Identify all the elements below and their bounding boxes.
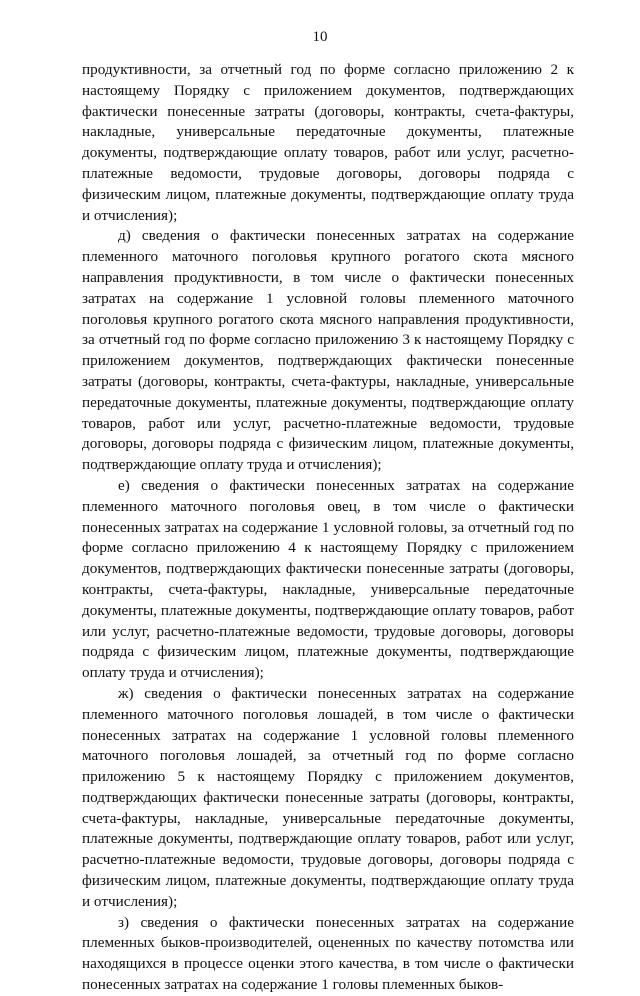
paragraph-continuation: продуктивности, за отчетный год по форме согласно приложению 2 к настоящему Порядку с приложением документов, подтверждающих фактически понесенные затраты (договоры, контракты, счета-фактуры, накладные, универсальные передаточные документы, платежные документы, подтверждающие оплату товаров, работ или услуг, расчетно-платежные ведомости, трудовые договоры, договоры подряда с физическим лицом, платежные документы, подтверждающие оплату труда и отчисления);: [82, 61, 574, 224]
page-number: 10: [312, 29, 328, 45]
paragraph-item-z: з) сведения о фактически понесенных затратах на содержание племенных быков-производителей, оцененных по качеству потомства или находящихся в процессе оценки этого качества, в том числе о фактически понесенных затратах на содержание 1 головы племенных быков-: [82, 913, 574, 994]
paragraph-item-e: е) сведения о фактически понесенных затратах на содержание племенного маточного поголовья овец, в том числе о фактически понесенных затратах на содержание 1 условной головы, за отчетный год по форме согласно приложению 4 к настоящему Порядку с приложением документов, подтверждающих фактически понесенные затраты (договоры, контракты, счета-фактуры, накладные, универсальные передаточные документы, платежные документы, подтверждающие оплату товаров, работ или услуг, расчетно-платежные ведомости, трудовые договоры, договоры подряда с физическим лицом, платежные документы, подтверждающие оплату труда и отчисления);: [82, 476, 574, 682]
document-body: [82, 60, 574, 996]
paragraph-item-zh: ж) сведения о фактически понесенных затратах на содержание племенного маточного поголовья лошадей, в том числе о фактически понесенных затратах на содержание 1 условной головы племенного маточного поголовья лошадей, за отчетный год по форме согласно приложению 5 к настоящему Порядку с приложением документов, подтверждающих фактически понесенные затраты (договоры, контракты, счета-фактуры, накладные, универсальные передаточные документы, платежные документы, подтверждающие оплату товаров, работ или услуг, расчетно-платежные ведомости, трудовые договоры, договоры подряда с физическим лицом, платежные документы, подтверждающие оплату труда и отчисления);: [82, 684, 574, 910]
paragraph-item-d: д) сведения о фактически понесенных затратах на содержание племенного маточного поголовья крупного рогатого скота мясного направления продуктивности, в том числе о фактически понесенных затратах на содержание 1 условной головы племенного маточного поголовья крупного рогатого скота мясного направления продуктивности, за отчетный год по форме согласно приложению 3 к настоящему Порядку с приложением документов, подтверждающих фактически понесенные затраты (договоры, контракты, счета-фактуры, накладные, универсальные передаточные документы, платежные документы, подтверждающие оплату товаров, работ или услуг, расчетно-платежные ведомости, трудовые договоры, договоры подряда с физическим лицом, платежные документы, подтверждающие оплату труда и отчисления);: [82, 227, 574, 474]
